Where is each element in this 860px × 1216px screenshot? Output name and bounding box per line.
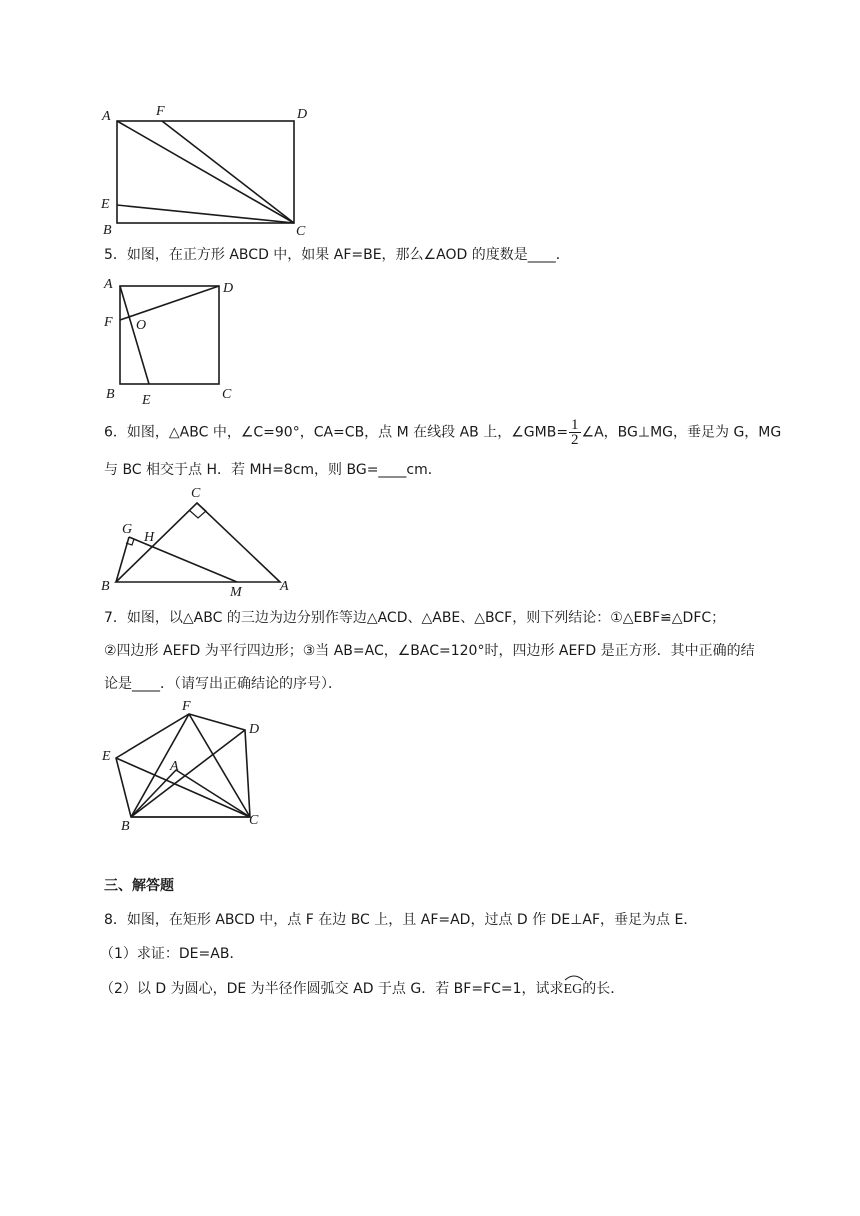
label-c: C — [249, 813, 259, 828]
label-h: H — [144, 530, 155, 545]
question-7-line-2: ②四边形 AEFD 为平行四边形；③当 AB=AC，∠BAC=120°时，四边形 AEFD 是正方形．其中正确的结 — [104, 643, 755, 659]
label-a: A — [170, 759, 179, 774]
label-d: D — [223, 281, 234, 296]
label-a: A — [104, 277, 113, 292]
label-e: E — [101, 197, 110, 212]
label-b: B — [106, 387, 115, 402]
label-a: A — [280, 579, 289, 594]
figure-equilateral-triangles — [96, 696, 276, 836]
question-8-part-1: （1）求证：DE=AB． — [100, 946, 244, 962]
figure-square-abcd — [96, 274, 246, 409]
label-e: E — [102, 749, 111, 764]
question-6-line-1: 6．如图，△ABC 中，∠C=90°，CA=CB，点 M 在线段 AB 上，∠GMB= $\frac{1}{2}$ ∠A，BG⊥MG，垂足为 G，MG — [104, 417, 782, 448]
label-f: F — [182, 699, 191, 714]
question-8-part-2: （2）以 D 为圆心，DE 为半径作圆弧交 AD 于点 G．若 BF=FC=1，试求 EG的长． — [100, 978, 624, 1000]
arc-mark-icon — [564, 973, 584, 981]
label-f: F — [104, 315, 113, 330]
label-g: G — [122, 522, 133, 537]
label-b: B — [121, 819, 130, 834]
label-d: D — [297, 107, 308, 122]
figure-triangle-abc — [96, 480, 306, 600]
label-c: C — [191, 486, 201, 501]
fraction-one-half: $\frac{1}{2}$ — [571, 417, 579, 448]
label-m: M — [230, 585, 242, 600]
figure-rectangle-abcd — [96, 100, 316, 240]
question-5-text: 5．如图，在正方形 ABCD 中，如果 AF=BE，那么∠AOD 的度数是____． — [104, 247, 570, 263]
label-e: E — [142, 393, 151, 408]
label-a: A — [102, 109, 111, 124]
question-8-line-1: 8．如图，在矩形 ABCD 中，点 F 在边 BC 上，且 AF=AD，过点 D 作 DE⊥AF，垂足为点 E． — [104, 912, 698, 928]
question-6-line-2: 与 BC 相交于点 H．若 MH=8cm，则 BG=____cm． — [104, 462, 442, 478]
label-f: F — [156, 104, 165, 119]
label-d: D — [249, 722, 260, 737]
label-c: C — [222, 387, 232, 402]
label-c: C — [296, 224, 306, 239]
label-b: B — [103, 223, 112, 238]
label-b: B — [101, 579, 110, 594]
question-7-line-3: 论是____．（请写出正确结论的序号）． — [104, 676, 342, 692]
section-3-heading: 三、解答题 — [104, 878, 174, 894]
arc-eg: EG — [564, 978, 583, 1000]
question-7-line-1: 7．如图，以△ABC 的三边为边分别作等边△ACD、△ABE、△BCF，则下列结论：①△EBF≌△DFC； — [104, 610, 726, 626]
label-o: O — [136, 318, 147, 333]
